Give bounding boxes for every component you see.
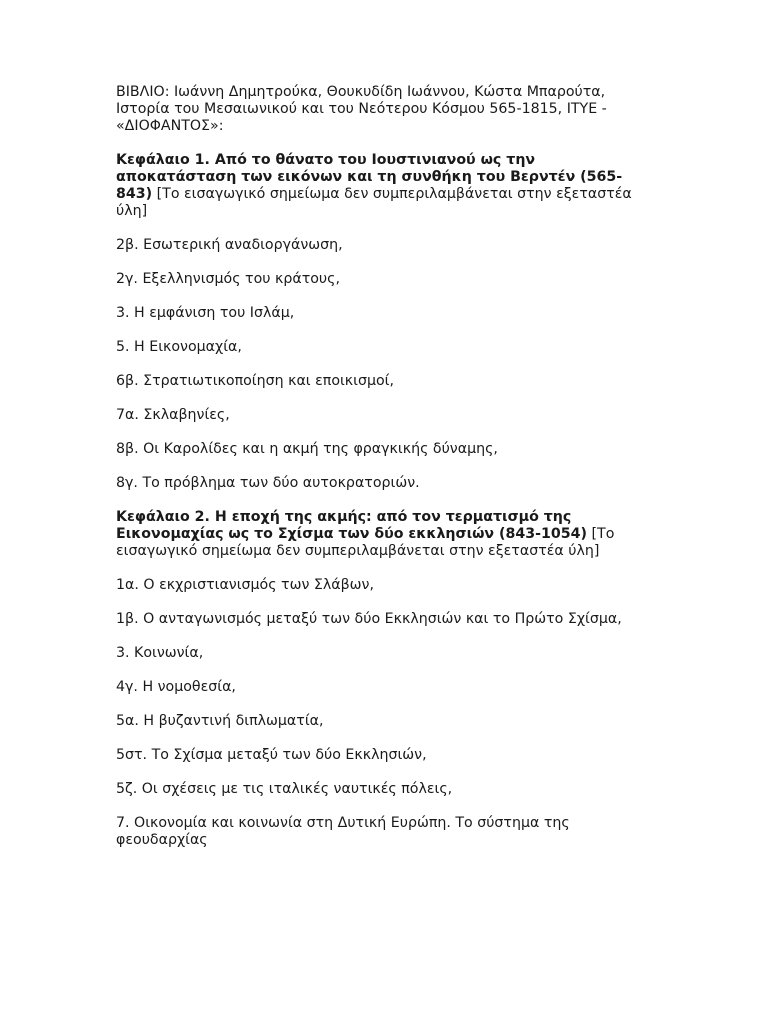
document-page: [116, 84, 656, 866]
list-item: 1β. Ο ανταγωνισμός μεταξύ των δύο Εκκλησιών και το Πρώτο Σχίσμα,: [116, 611, 622, 627]
list-item: 5ζ. Οι σχέσεις με τις ιταλικές ναυτικές πόλεις,: [116, 781, 453, 797]
list-item: 5α. Η βυζαντινή διπλωματία,: [116, 713, 324, 729]
list-item: 1α. Ο εκχριστιανισμός των Σλάβων,: [116, 577, 374, 593]
list-item: 2γ. Εξελληνισμός του κράτους,: [116, 271, 340, 287]
list-item: 6β. Στρατιωτικοποίηση και εποικισμοί,: [116, 373, 394, 389]
list-item: 7. Οικονομία και κοινωνία στη Δυτική Ευρώπη. Το σύστημα της φεουδαρχίας: [116, 815, 570, 848]
list-item: 5. Η Εικονομαχία,: [116, 339, 242, 355]
list-item: 3. Η εμφάνιση του Ισλάμ,: [116, 305, 295, 321]
list-item: 8γ. Το πρόβλημα των δύο αυτοκρατοριών.: [116, 475, 420, 491]
list-item: 8β. Οι Καρολίδες και η ακμή της φραγκικής δύναμης,: [116, 441, 498, 457]
list-item: 7α. Σκλαβηνίες,: [116, 407, 230, 423]
list-item: 4γ. Η νομοθεσία,: [116, 679, 236, 695]
list-item: 3. Κοινωνία,: [116, 645, 204, 661]
chapter-1-note: [Το εισαγωγικό σημείωμα δεν συμπεριλαμβάνεται στην εξεταστέα ύλη]: [116, 186, 632, 219]
book-reference: ΒΙΒΛΙΟ: Ιωάννη Δημητρούκα, Θουκυδίδη Ιωάννου, Κώστα Μπαρούτα, Ιστορία του Μεσαιωνικού και του Νεότερου Κόσμου 565-1815, ΙΤΥΕ - «ΔΙΟΦΑΝΤΟΣ»:: [116, 84, 607, 134]
chapter-2-heading: Κεφάλαιο 2. Η εποχή της ακμής: από τον τερματισμό της Εικονομαχίας ως το Σχίσμα των δύο εκκλησιών (843-1054): [116, 509, 587, 542]
list-item: 2β. Εσωτερική αναδιοργάνωση,: [116, 237, 343, 253]
chapter-2-header: [116, 509, 656, 560]
list-item: 5στ. Το Σχίσμα μεταξύ των δύο Εκκλησιών,: [116, 747, 427, 763]
chapter-1-heading: Κεφάλαιο 1. Από το θάνατο του Ιουστινιανού ως την αποκατάσταση των εικόνων και τη συνθήκη του Βερντέν (565-843): [116, 152, 623, 202]
chapter-1-header: [116, 152, 656, 220]
chapter-2-note: [Το εισαγωγικό σημείωμα δεν συμπεριλαμβάνεται στην εξεταστέα ύλη]: [116, 526, 615, 559]
